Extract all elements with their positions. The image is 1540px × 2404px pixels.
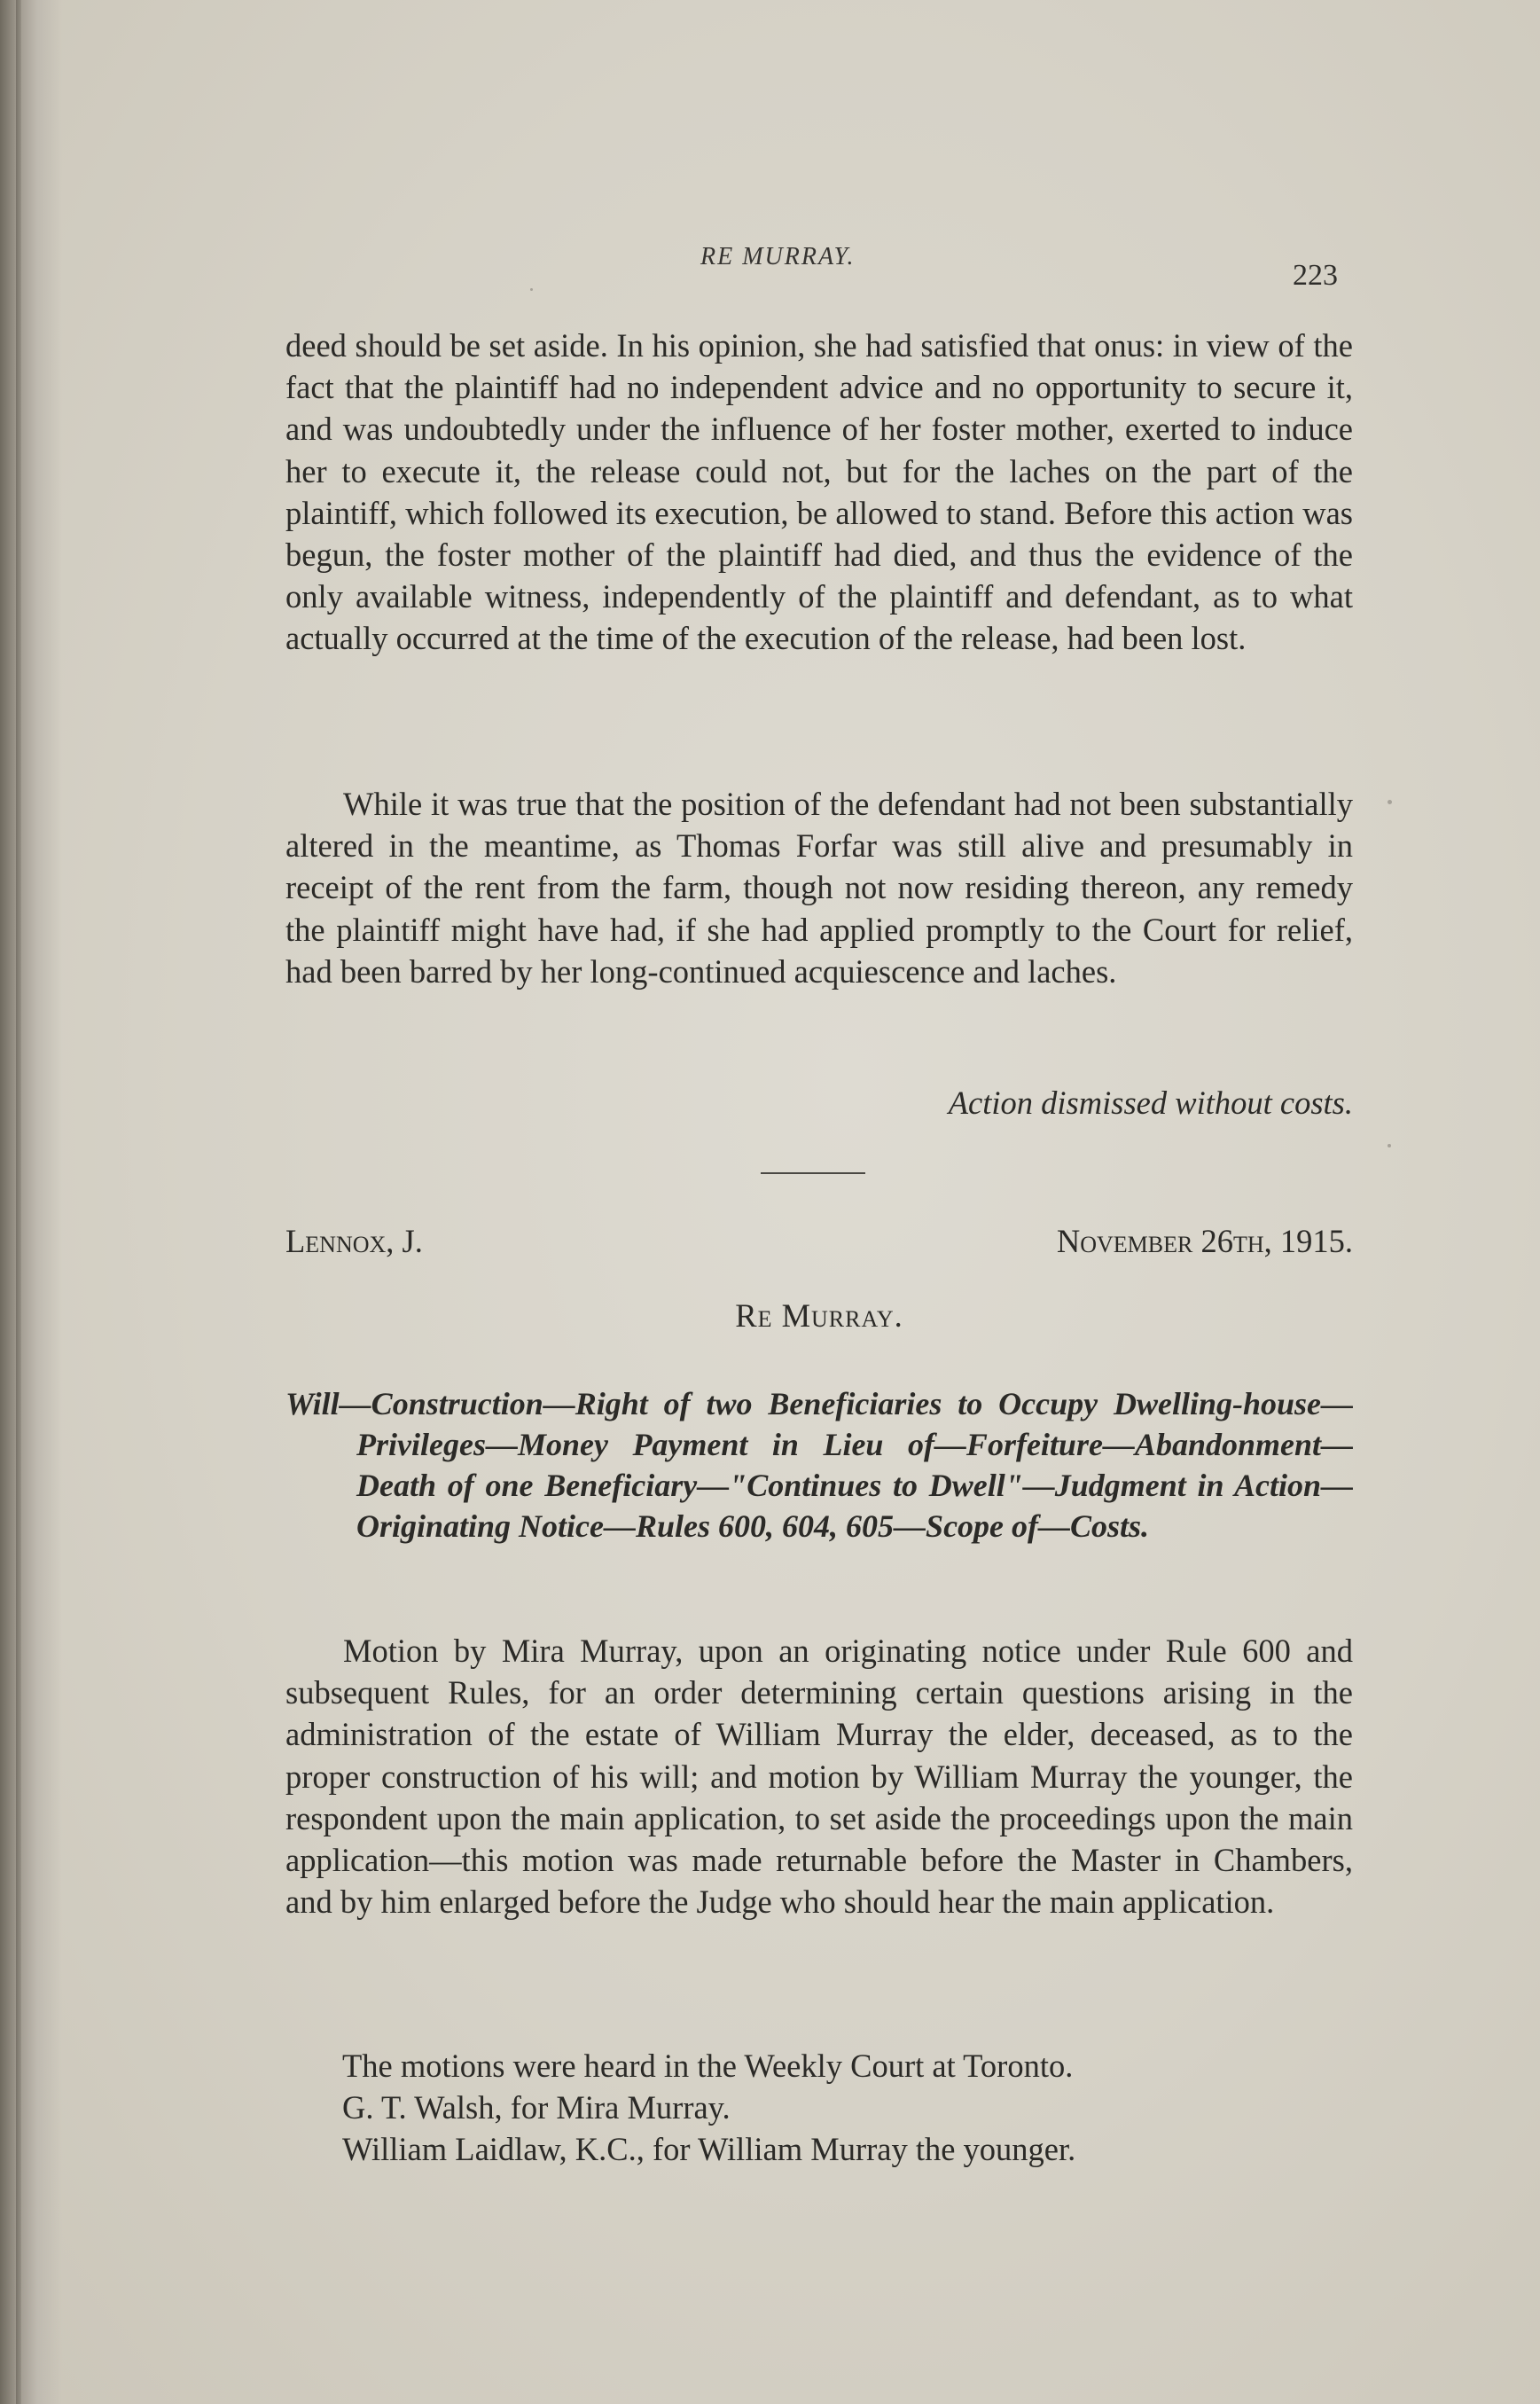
paragraph-remedy-barred: While it was true that the position of the defendant had not been substantially altered in the meantime, as Thomas Forfar was still alive and presumably in receipt of the rent from the farm, though not now residing thereon, any remedy the plaintiff might have had, if she had applied promptly to the Court for relief, had been barred by her long-continued acquiescence and laches. <box>285 786 1353 990</box>
binding-shadow <box>0 0 62 2404</box>
page-number: 223 <box>1293 259 1338 292</box>
binding-edge <box>16 0 21 2404</box>
section-divider <box>761 1172 865 1174</box>
case-title: Re Murray. <box>735 1297 903 1334</box>
paper-speck <box>1388 800 1392 804</box>
running-head: RE MURRAY. <box>700 243 856 270</box>
paper-speck <box>1388 1144 1391 1147</box>
hearing-note: The motions were heard in the Weekly Court at Toronto. <box>342 2048 1074 2084</box>
judge-name: Lennox, J. <box>285 1223 423 1259</box>
counsel-applicant: G. T. Walsh, for Mira Murray. <box>342 2089 731 2126</box>
decision-date: November 26th, 1915. <box>1056 1223 1353 1259</box>
paragraph-motion: Motion by Mira Murray, upon an originating notice under Rule 600 and subsequent Rules, for an order determining certain questions arising in the administration of the estate of William Murray the elder, deceased, as to the proper construction of his will; and motion by William Murray the younger, the respondent upon the main application, to set aside the proceedings upon the main application—this motion was made returnable before the Master in Chambers, and by him enlarged before the Judge who should hear the main application. <box>285 1633 1353 1921</box>
paragraph-continuation: deed should be set aside. In his opinion, she had satisfied that onus: in view of the fact that the plaintiff had no independent advice and no opportunity to secure it, and was undoubtedly under the influence of her foster mother, exerted to induce her to execute it, the release could not, but for the laches on the part of the plaintiff, which followed its execution, be allowed to stand. Before this action was begun, the foster mother of the plaintiff had died, and thus the evidence of the only available witness, independently of the plaintiff and defendant, as to what actually occurred at the time of the execution of the release, had been lost. <box>285 327 1353 657</box>
judgment-result: Action dismissed without costs. <box>948 1085 1353 1121</box>
counsel-respondent: William Laidlaw, K.C., for William Murray the younger. <box>342 2131 1076 2167</box>
headnote-catchwords: Will—Construction—Right of two Beneficiaries to Occupy Dwelling-house—Privileges—Money Payment in Lieu of—Forfeiture—Abandonment—Death of one Beneficiary—"Continues to Dwell"—Judgment in Action—Originating Notice—Rules 600, 604, 605—Scope of—Costs. <box>285 1386 1353 1544</box>
paper-speck <box>530 288 533 291</box>
